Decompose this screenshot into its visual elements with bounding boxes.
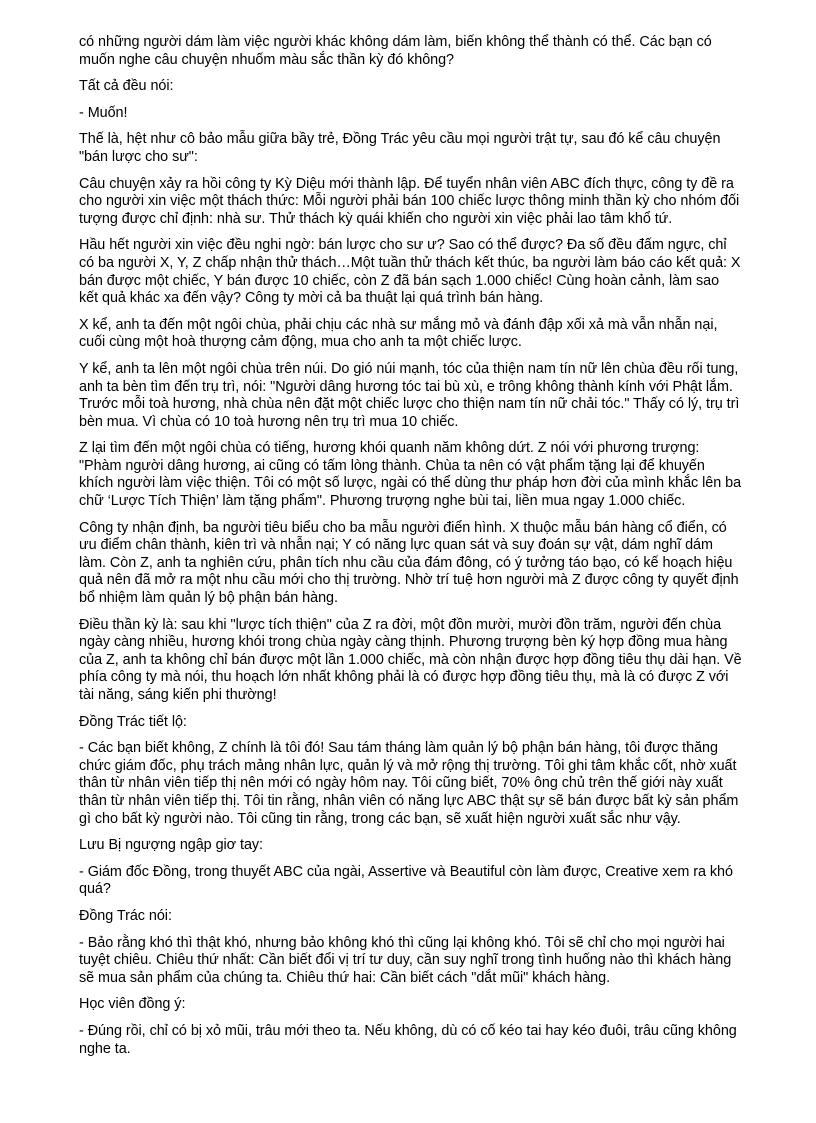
paragraph-intro: có những người dám làm việc người khác không dám làm, biến không thể thành có thể. Các bạn có muốn nghe câu chuyện nhuốm màu sắc thần kỳ đó không? [79, 34, 712, 68]
document-page [79, 34, 742, 1067]
paragraph-luu-bi-raises-hand: Lưu Bị ngượng ngập giơ tay: [79, 837, 264, 854]
paragraph-buffalo-nose: - Đúng rồi, chỉ có bị xỏ mũi, trâu mới theo ta. Nếu không, dù có cố kéo tai hay kéo đuôi, trâu cũng không nghe ta. [79, 1022, 737, 1057]
paragraph-miracle: Điều thần kỳ là: sau khi "lược tích thiện" của Z ra đời, một đồn mười, mười đồn trăm, người đến chùa ngày càng nhiều, hương khói trong chùa ngày càng thịnh. Phương trượng bèn ký hợp đồng mua hàng của Z, anh ta không chỉ bán được một lần 1.000 chiếc, mà còn nhận được hợp đồng tiêu thụ dài hạn. Về phía công ty mà nói, thu hoạch lớn nhất không phải là có được hợp đồng tiêu thụ, mà là có được Z với tài năng, sáng kiến phi thường! [79, 616, 742, 703]
paragraph-two-tricks: - Bảo rằng khó thì thật khó, nhưng bảo không khó thì cũng lại không khó. Tôi sẽ chỉ cho mọi người hai tuyệt chiêu. Chiêu thứ nhất: Cần biết đổi vị trí tư duy, cần suy nghĩ trong tình huống nào thì khách hàng sẽ mua sản phẩm của chúng ta. Chiêu thứ hai: Cần biết cách "dắt mũi" khách hàng. [79, 934, 732, 986]
paragraph-x-story: X kể, anh ta đến một ngôi chùa, phải chịu các nhà sư mắng mỏ và đánh đập xối xả mà vẫn nhẫn nại, cuối cùng một hoà thượng cảm động, mua cho anh ta một chiếc lược. [79, 316, 718, 351]
paragraph-company-challenge: Câu chuyện xảy ra hồi công ty Kỳ Diệu mới thành lập. Để tuyển nhân viên ABC đích thực, công ty đề ra cho người xin việc một thách thức: Mỗi người phải bán 100 chiếc lược thông minh thần kỳ cho nhóm đối tượng được chỉ định: nhà sư. Thử thách kỳ quái khiến cho người xin việc phải lao tâm khổ tứ. [79, 175, 740, 227]
paragraph-z-is-me: - Các bạn biết không, Z chính là tôi đó! Sau tám tháng làm quản lý bộ phận bán hàng, tôi được thăng chức giám đốc, phụ trách mảng nhân lực, quản lý và mở rộng thị trường. Tôi ghi tâm khắc cốt, nhờ xuất thân từ nhân viên tiếp thị nên mới có ngày hôm nay. Tôi cũng biết, 70% ông chủ trên thế giới này xuất thân từ nhân viên tiếp thị. Tôi tin rằng, nhân viên có năng lực ABC thật sự sẽ bán được bất kỳ sản phẩm gì cho bất kỳ người nào. Tôi cũng tin rằng, trong các bạn, sẽ xuất hiện người xuất sắc như vậy. [79, 740, 739, 827]
paragraph-y-story: Y kể, anh ta lên một ngôi chùa trên núi. Do gió núi mạnh, tóc của thiện nam tín nữ lên chùa đều rối tung, anh ta bèn tìm đến trụ trì, nói: "Người dâng hương tóc tai bù xù, e trông không thành kính với Phật lắm. Trước mỗi toà hương, nhà chùa nên đặt một chiếc lược cho thiện nam tín nữ chải tóc." Thấy có lý, trụ trì bèn mua. Vì chùa có 10 toà hương nên trụ trì mua 10 chiếc. [79, 360, 740, 430]
paragraph-want: - Muốn! [79, 104, 128, 121]
paragraph-dong-trac-says: Đồng Trác nói: [79, 907, 172, 924]
paragraph-all-said: Tất cả đều nói: [79, 78, 174, 95]
paragraph-dong-trac-reveals: Đồng Trác tiết lộ: [79, 713, 187, 730]
paragraph-creative-question: - Giám đốc Đồng, trong thuyết ABC của ngài, Assertive và Beautiful còn làm được, Creative xem ra khó quá? [79, 863, 733, 898]
paragraph-story-start: Thế là, hệt như cô bảo mẫu giữa bầy trẻ, Đồng Trác yêu cầu mọi người trật tự, sau đó kể câu chuyện "bán lược cho sư": [79, 131, 721, 165]
paragraph-z-story: Z lại tìm đến một ngôi chùa có tiếng, hương khói quanh năm không dứt. Z nói với phương trượng: "Phàm người dâng hương, ai cũng có tấm lòng thành. Chùa ta nên có vật phẩm tặng lại để khuyến khích người làm việc thiện. Tôi có một số lược, ngài có thể dùng thư pháp hơn đời của mình khắc lên ba chữ ‘Lược Tích Thiện’ làm tặng phẩm". Phương trượng nghe bùi tai, liền mua ngay 1.000 chiếc. [79, 440, 742, 510]
paragraph-students-agree: Học viên đồng ý: [79, 996, 186, 1013]
paragraph-applicants-doubt: Hầu hết người xin việc đều nghi ngờ: bán lược cho sư ư? Sao có thể được? Đa số đều đấm ngực, chỉ có ba người X, Y, Z chấp nhận thử thách…Một tuần thử thách kết thúc, ba người làm báo cáo kết quả: X bán được một chiếc, Y bán được 10 chiếc, còn Z đã bán sạch 1.000 chiếc! Cùng hoàn cảnh, làm sao kết quả khác xa đến vậy? Công ty mời cả ba thuật lại quá trình bán hàng. [79, 237, 741, 307]
paragraph-company-assessment: Công ty nhận định, ba người tiêu biểu cho ba mẫu người điển hình. X thuộc mẫu bán hàng cổ điển, có ưu điểm chân thành, kiên trì và nhẫn nại; Y có năng lực quan sát và suy đoán sự vật, dám nghĩ dám làm. Còn Z, anh ta nghiên cứu, phân tích nhu cầu của đám đông, có ý tưởng táo bạo, có kế hoạch hiệu quả nên đã mở ra một nhu cầu mới cho thị trường. Nhờ trí tuệ hơn người mà Z được công ty quyết định bổ nhiệm làm quản lý bộ phận bán hàng. [79, 519, 739, 607]
